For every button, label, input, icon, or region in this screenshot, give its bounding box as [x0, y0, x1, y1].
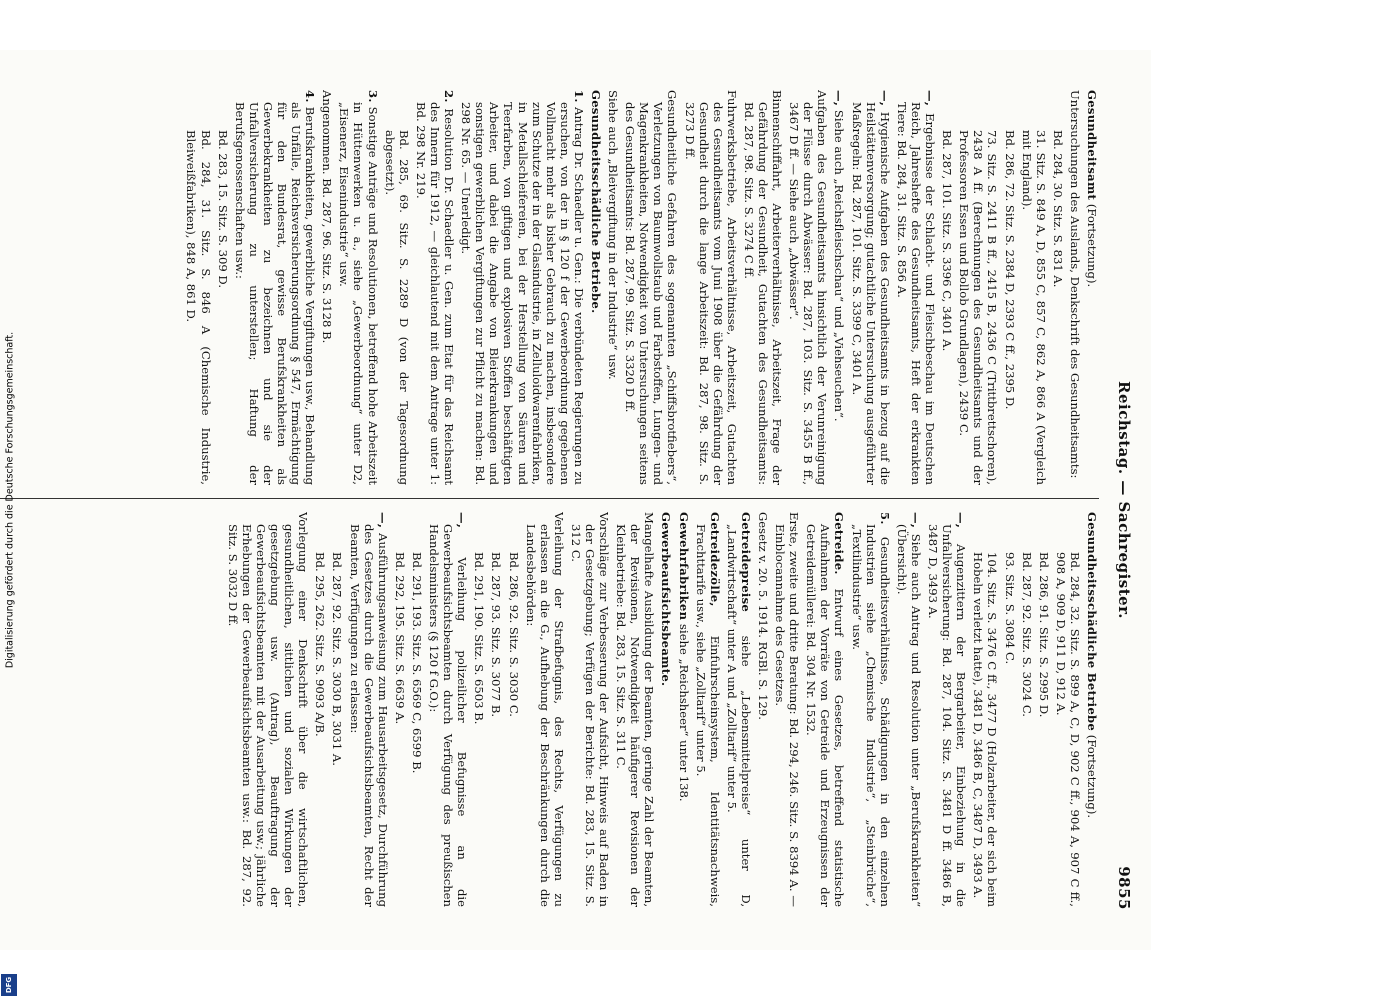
index-text: Ergebnisse der Schlacht- und Fleischbeschau im Deutschen Reich, Jahreshefte des Gesundheitsamts, Heft der erkrankten Tiere: Bd. 284, 31. Sitz. S. 856 A.	[894, 102, 938, 485]
index-text: Bd. 291, 190. Sitz. S. 6503 B.	[472, 552, 487, 725]
index-entry	[410, 512, 424, 907]
index-entry	[524, 512, 566, 907]
index-text: 93. Sitz. S. 3084 C.	[1002, 552, 1017, 665]
index-entry	[313, 512, 327, 907]
index-text: Augenzittern der Bergarbeiter, Einbeziehung in die Unfallversicherung: Bd. 287, 104. Sitz. S. 3481 D ff. 3486 B, 3487 D, 3493 A.	[926, 524, 969, 907]
index-entry	[1054, 512, 1082, 907]
index-text: Bd. 284, 32. Sitz. S. 899 A, C, D, 902 C ff., 904 A, 907 C ff., 908 A, 909 D, 911 D, 912 A.	[1053, 552, 1082, 907]
index-text: Bd. 291, 193. Sitz. S. 6569 C, 6599 B.	[409, 552, 424, 774]
index-entry	[971, 512, 999, 907]
index-entry	[850, 512, 892, 907]
index-text: Resolution Dr. Schaedler u. Gen. zum Etat für das Reichsamt des Innern für 1912, — gleichlautend mit dem Antrage unter 1: Bd. 298 Nr. 219.	[413, 102, 457, 485]
index-entry	[330, 512, 344, 907]
index-text: Untersuchungen des Auslands, Denkschrift des Gesundheitsamts:	[1067, 90, 1082, 479]
index-text: Verleihung der Strafbefugnis, des Rechts, Verfügungen zu erlassen an die G., Aufhebung der Beschränkungen durch die Landesbehörden:	[523, 512, 566, 907]
index-text: Fuhrwerksbetriebe, Arbeitsverhältnisse, Arbeitszeit, Gutachten des Gesundheitsamts vom Juni 1908 über die Gefährdung der Gesundheit durch die lange Arbeitszeit: Bd. 287, 98. Sitz. S. 3273 D ff.	[682, 90, 739, 485]
index-entry	[957, 90, 999, 485]
index-entry	[216, 90, 230, 485]
index-text: Bd. 287, 93. Sitz. S. 3077 B.	[489, 552, 504, 718]
index-text: (Fortsetzung).	[1085, 203, 1099, 288]
index-text: siehe „Reichsheer“ unter 138.	[676, 624, 691, 802]
index-text: Siehe auch „Reichsfleischschau“ und „Viehseuchen“.	[832, 109, 847, 422]
index-entry	[472, 512, 486, 907]
index-entry	[787, 90, 829, 485]
index-entry	[1085, 90, 1099, 485]
index-entry	[773, 512, 801, 907]
index-entry	[383, 90, 411, 485]
index-keyword: —,	[455, 512, 470, 529]
index-entry	[489, 512, 503, 907]
index-keyword: Gesundheitsschädliche Betriebe.	[589, 90, 603, 314]
index-text: Bd. 286, 91. Sitz. S. 2995 D.	[1036, 552, 1051, 718]
index-entry	[659, 512, 673, 907]
index-text: Gesundheitliche Gefahren des sogenannten „Schiffsbrotfiebers“, Verletzungen von Baumwollstaub und Farbstoffen, Lungen- und Magenkrankheiten, Notwendigkeit von Untersuchungen seitens des Gesundheitsamts: Bd. 287, 99. Sitz. S. 3320 D ff.	[623, 90, 680, 485]
index-text: Vorschläge zur Verbesserung der Aufsicht, Hinweis auf Baden in der Gesetzgebung; Verfügen der Berichte: Bd. 283, 15. Sitz. S. 312 C.	[568, 512, 612, 907]
index-entry	[682, 90, 738, 485]
index-entry	[348, 512, 390, 907]
index-entry	[1002, 512, 1016, 907]
left-column	[0, 90, 1099, 485]
index-entry	[184, 90, 212, 485]
index-entry	[1002, 90, 1016, 485]
index-entry	[676, 512, 690, 907]
index-text: Bd. 287, 101. Sitz. S. 3396 C, 3401 A.	[940, 130, 955, 352]
index-entry	[694, 512, 722, 907]
index-entry	[1068, 90, 1082, 485]
index-entry	[832, 90, 846, 485]
index-text: Gesundheitsverhältnisse, Schädigungen in den einzelnen Industrien siehe „Chemische Industrie“, „Steinbrüche“, „Textilindustrie“ usw.	[849, 524, 892, 907]
dfg-logo-icon	[1, 974, 17, 996]
index-keyword: Gesundheitsamt	[1085, 90, 1099, 201]
digitization-credit	[2, 8, 18, 992]
index-entry	[1037, 512, 1051, 907]
index-text: Bd. 284, 30. Sitz. S. 831 A.	[1050, 130, 1065, 288]
index-text: Bd. 283, 15. Sitz. S. 309 D.	[215, 130, 230, 289]
index-text: Verleihung polizeilicher Befugnisse an die Gewerbeaufsichtsbeamten durch Verfügung des preußischen Handelsministers (§ 120 f G.O.):	[427, 524, 470, 907]
index-keyword: —,	[832, 90, 847, 107]
index-entry	[337, 90, 379, 485]
index-keyword: 1.	[571, 90, 586, 103]
index-entry	[414, 90, 456, 485]
index-entry	[742, 90, 784, 485]
index-text: Siehe auch Antrag und Resolution unter „Berufskrankheiten“ (Übersicht).	[894, 524, 923, 907]
index-text: Bd. 287, 92. Sitz. S. 3030 B, 3031 A.	[330, 552, 345, 766]
credit-text: Digitalisierung gefördert durch die Deutsche Forschungsgemeinschaft.	[4, 331, 16, 669]
index-keyword: —,	[908, 512, 923, 529]
index-keyword: —,	[375, 512, 390, 529]
index-keyword: Getreidepreise	[738, 512, 753, 613]
index-entry	[226, 512, 311, 907]
index-keyword: Gewehrfabriken	[676, 512, 691, 621]
index-keyword: —,	[877, 90, 892, 107]
index-entry	[895, 512, 923, 907]
index-entry	[895, 90, 937, 485]
running-title: Reichstag. — Sachregister.	[1115, 381, 1133, 619]
index-text: Hygienische Aufgaben des Gesundheitsamts in bezug auf die Heilstättenversorgung; gutachtliche Untersuchung ausgeführter Maßregeln: Bd. 287, 101. Sitz. S. 3399 C, 3401 A.	[849, 102, 892, 485]
index-entry	[623, 90, 679, 485]
page-number: 9855	[1115, 866, 1133, 910]
index-text: Einfuhrscheinsystem, Identitätsnachweis, Frachttarife usw., siehe „Zolltarif“ unter 5.	[693, 524, 722, 907]
index-text: Binnenschiffahrt, Arbeiterverhältnisse, Arbeitszeit, Frage der Gefährdung der Gesundheit, Gutachten des Gesundheitsamts: Bd. 287, 98. Sitz. S. 3274 C ff.	[741, 90, 785, 485]
index-entry	[1020, 512, 1034, 907]
index-entry	[804, 512, 846, 907]
index-entry	[606, 90, 620, 485]
index-text: Gesetz v. 20. 5. 1914. RGBl. S. 129.	[756, 512, 771, 720]
running-head	[1109, 90, 1133, 910]
index-text: Vorlegung einer Denkschrift über die wirtschaftlichen, gesundheitlichen, sittlichen und sozialen Wirkungen der gesetzgebung usw. (Antrag), Beauftragung der Gewerbeaufsichtsbeamten mit der Ausarbeitung usw.; jährliche Erhebungen der Gewerbeaufsichtsbeamten usw.: Bd. 287, 92. Sitz. S. 3032 D ff.	[225, 512, 311, 907]
index-entry	[320, 90, 334, 485]
index-entry	[1020, 90, 1048, 485]
index-entry	[614, 512, 656, 907]
column-divider	[0, 498, 1099, 499]
index-entry	[459, 90, 586, 485]
index-entry	[756, 512, 770, 907]
index-entry	[427, 512, 469, 907]
index-text: Antrag Dr. Schaedler u. Gen.: Die verbündeten Regierungen zu ersuchen, von der in § 120 f der Gewerbeordnung gegebenen Vollmacht mehr als bisher Gebrauch zu machen, insbesondere zum Schutze der in der Glasindustrie, in Zelluloidwarenfabriken, in Metallschleifereien, bei der Herstellung von Säuren und Teerfarben, von giftigen und explosiven Stoffen beschäftigten Arbeiter, und dabei die Angabe von Bleierkrankungen und sonstigen gewerblichen Vergiftungen zur Pflicht zu machen: Bd. 298 Nr. 65. — Unerledigt.	[459, 102, 586, 485]
index-entry	[1085, 512, 1099, 907]
dfg-logo-text: DFG	[5, 976, 13, 994]
index-text: Bd. 286, 72. Sitz. S. 2384 D, 2393 C ff., 2395 D.	[1002, 130, 1017, 410]
index-entry	[506, 512, 520, 907]
index-entry	[1051, 90, 1065, 485]
index-keyword: 4.	[303, 90, 318, 103]
index-keyword: 3.	[365, 90, 380, 103]
scanned-page	[0, 50, 1151, 950]
index-text: Aufgaben des Gesundheitsamts hinsichtlich der Verunreinigung der Flüsse durch Abwässer: Bd. 287, 103. Sitz. S. 3455 B ff., 3467 D ff. — Siehe auch „Abwässer“.	[787, 90, 830, 485]
index-text: Bd. 295, 262. Sitz. S. 9093 A/B.	[313, 552, 328, 737]
index-entry	[940, 90, 954, 485]
index-entry	[589, 90, 603, 485]
index-text: Bd. 284, 31. Sitz. S. 846 A (Chemische Industrie, Bleiweißfabriken), 848 A, 861 D.	[184, 130, 213, 485]
index-text: Angenommen. Bd. 287, 96. Sitz. S. 3128 B.	[320, 90, 335, 344]
index-text: Bd. 286, 92. Sitz. S. 3030 C.	[506, 552, 521, 717]
right-column	[0, 512, 1099, 907]
index-entry	[725, 512, 753, 907]
index-text: 104. Sitz. S. 3476 C ff., 3477 D (Holzarbeiter, der sich beim Hobeln verletzt hatte), 3481 D, 3486 B, C, 3487 D, 3493 A.	[971, 552, 1000, 907]
index-keyword: Getreidezölle,	[707, 512, 722, 607]
index-text: (Fortsetzung).	[1085, 734, 1099, 819]
index-entry	[569, 512, 611, 907]
index-text: 73. Sitz. S. 2411 B ff., 2415 B, 2436 C (Trittbrettschoren), 2438 A ff. (Berechnungen des Gesundheitsamts und der Professoren Essen und Bollob Grundlagen), 2439 C.	[957, 130, 1000, 485]
index-text: 31. Sitz. S. 849 A, D, 855 C, 857 C, 862 A, 866 A (Vergleich mit England).	[1019, 130, 1048, 485]
index-text: Mangelhafte Ausbildung der Beamten, geringe Zahl der Beamten, der Revisionen, Notwendigkeit häufigerer Revisionen der Kleinbetriebe: Bd. 283, 15. Sitz. S. 311 C.	[614, 512, 657, 907]
index-text: Ausführungsanweisung zum Hausarbeitsgesetz, Durchführung des Gesetzes durch die Gewerbeaufsichtsbeamten, Recht der Beamten, Verfügungen zu erlassen:	[347, 524, 390, 907]
index-text: Bd. 285, 69. Sitz. S. 2289 D (von der Tagesordnung abgesetzt).	[382, 130, 411, 485]
index-text: Bd. 292, 195. Sitz. S. 6639 A.	[392, 552, 407, 725]
index-text: Sonstige Anträge und Resolutionen, betreffend hohe Arbeitszeit in Hüttenwerken u. a., siehe „Gewerbeordnung“ unter D2, „Eisenerz, Eisenindustrie“ usw.	[337, 102, 380, 485]
index-text: Siehe auch „Bleivergiftung in der Industrie“ usw.	[606, 90, 621, 380]
index-keyword: Gesundheitsschädliche Betriebe	[1085, 512, 1099, 732]
index-keyword: 5.	[877, 512, 892, 525]
index-keyword: —,	[954, 512, 969, 529]
index-entry	[393, 512, 407, 907]
index-text: siehe „Lebensmittelpreise“ unter D, „Landwirtschaft“ unter A und „Zolltarif“ unter 5.	[724, 524, 753, 907]
index-keyword: Getreide.	[832, 512, 847, 575]
index-entry	[926, 512, 968, 907]
index-text: Erste, zweite und dritte Beratung: Bd. 294, 246. Sitz. S. 8394 A. — Einblocannahme des Gesetzes.	[773, 512, 802, 907]
index-text: Bd. 287, 92. Sitz. S. 3024 C.	[1019, 552, 1034, 717]
index-entry	[850, 90, 892, 485]
index-keyword: —,	[923, 90, 938, 107]
index-text: Berufskrankheiten, gewerbliche Vergiftungen usw., Behandlung als Unfälle, Reichsversicherungsordnung § 547, Ermächtigung für den Bundesrat, gewisse Berufskrankheiten als Gewerbekrankheiten zu bezeichnen und sie der Unfallversicherung zu unterstellen; Haftung der Berufsgenossenschaften usw.:	[232, 102, 318, 485]
index-entry	[233, 90, 318, 485]
index-keyword: Gewerbeaufsichtsbeamte.	[659, 512, 674, 687]
index-keyword: 2.	[442, 90, 457, 103]
index-text: Entwurf eines Gesetzes, betreffend statistische Aufnahmen der Vorräte von Getreide und Erzeugnissen der Getreidemüllerei: Bd. 304 Nr. 1532.	[804, 524, 847, 907]
